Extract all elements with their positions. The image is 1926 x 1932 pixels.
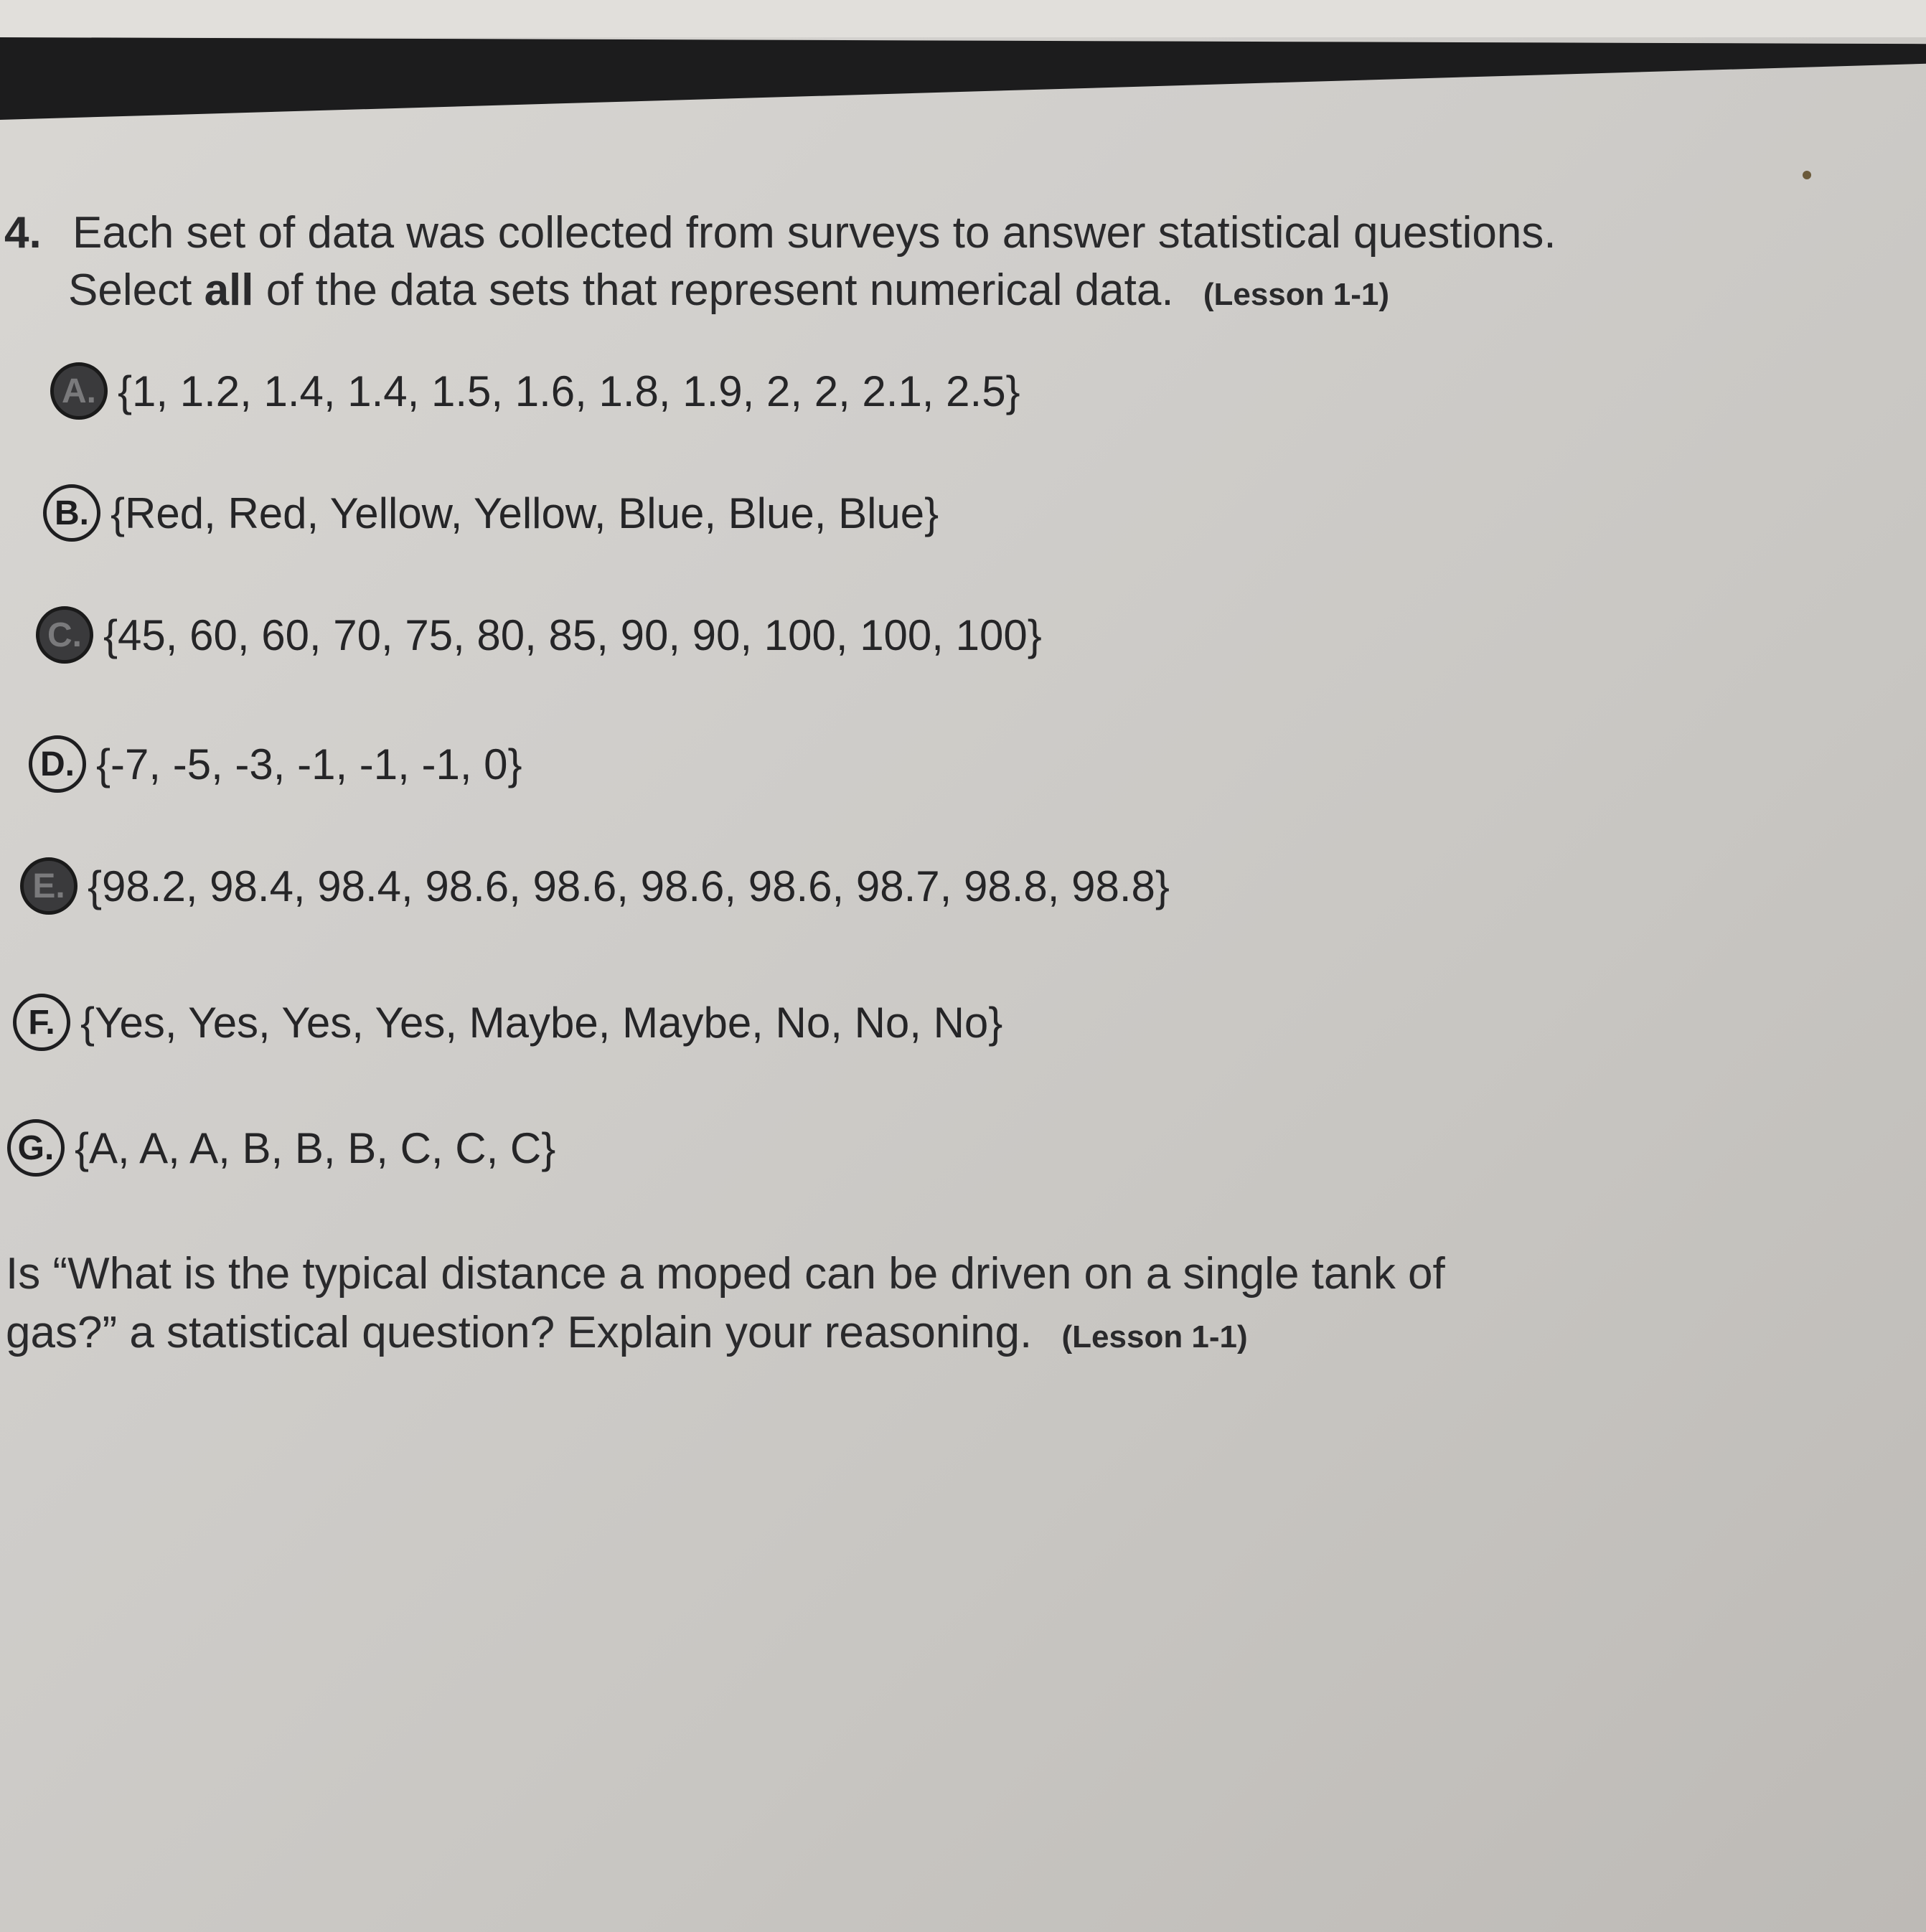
option-b-marker[interactable]: B. — [43, 484, 100, 542]
option-g-marker[interactable]: G. — [7, 1119, 65, 1177]
option-g[interactable] — [7, 1119, 555, 1177]
option-g-text: {A, A, A, B, B, B, C, C, C} — [75, 1123, 556, 1172]
option-d-marker[interactable]: D. — [29, 735, 86, 793]
option-b-text: {Red, Red, Yellow, Yellow, Blue, Blue, Blue} — [111, 489, 939, 537]
option-e[interactable] — [20, 857, 1170, 915]
followup-line-2 — [6, 1304, 1656, 1367]
option-a-text: {1, 1.2, 1.4, 1.4, 1.5, 1.6, 1.8, 1.9, 2, 2, 2.1, 2.5} — [118, 367, 1020, 415]
option-f-marker[interactable]: F. — [13, 994, 70, 1051]
option-f[interactable] — [13, 994, 1002, 1051]
question-line-2 — [0, 262, 1722, 324]
page-top-edge — [0, 0, 1926, 37]
option-e-text: {98.2, 98.4, 98.4, 98.6, 98.6, 98.6, 98.6, 98.7, 98.8, 98.8} — [88, 862, 1170, 910]
question-prompt-line-2: of the data sets that represent numerical data. — [266, 265, 1174, 315]
followup-prompt-line-2: gas?” a statistical question? Explain your reasoning. — [6, 1308, 1033, 1357]
followup-line-1: Is “What is the typical distance a moped can be driven on a single tank of — [6, 1249, 1445, 1299]
question-prompt-select: Select — [68, 265, 192, 315]
question-number: 4. — [4, 208, 42, 258]
option-a-marker[interactable]: A. — [50, 362, 108, 420]
question-4 — [0, 204, 1722, 324]
followup-question — [6, 1245, 1656, 1367]
option-b[interactable] — [43, 484, 939, 542]
option-c-marker[interactable]: C. — [36, 606, 93, 664]
question-lesson-ref: (Lesson 1-1) — [1203, 277, 1389, 312]
paper-speck — [1803, 171, 1811, 179]
question-prompt-all: all — [204, 265, 254, 315]
option-d-text: {-7, -5, -3, -1, -1, -1, 0} — [96, 740, 522, 788]
option-c-text: {45, 60, 60, 70, 75, 80, 85, 90, 90, 100, 100, 100} — [103, 611, 1042, 659]
option-c[interactable] — [36, 606, 1042, 664]
question-prompt-line-1: Each set of data was collected from surveys to answer statistical questions. — [72, 208, 1556, 258]
option-d[interactable] — [29, 735, 522, 793]
question-line-1 — [0, 204, 1722, 262]
followup-lesson-ref: (Lesson 1-1) — [1061, 1319, 1248, 1354]
option-f-text: {Yes, Yes, Yes, Yes, Maybe, Maybe, No, No, No} — [80, 998, 1003, 1047]
option-e-marker[interactable]: E. — [20, 857, 77, 915]
dark-header-band — [0, 37, 1926, 120]
option-a[interactable] — [50, 362, 1020, 420]
